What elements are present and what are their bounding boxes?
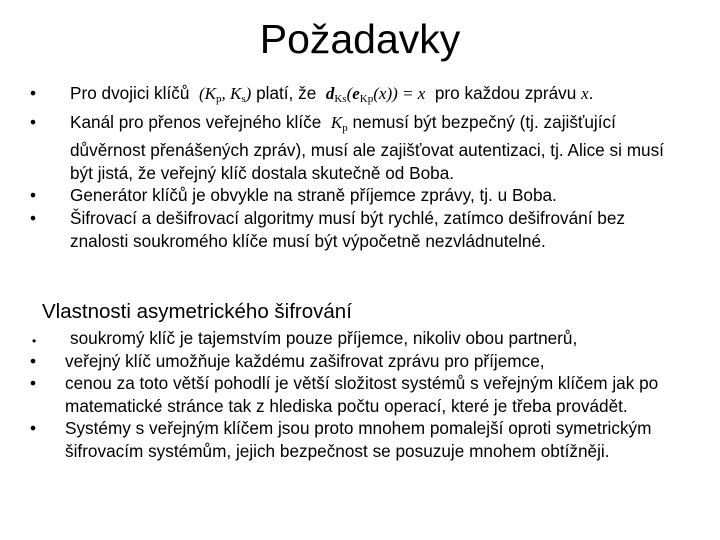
bullet: •: [32, 334, 37, 348]
bullet: •: [30, 373, 37, 394]
formula-subscript: s: [241, 93, 246, 105]
formula-part: =: [397, 84, 418, 103]
decryption-formula: [326, 84, 425, 103]
list-item: [28, 372, 688, 417]
formula-part: e: [352, 84, 360, 103]
list-item: [28, 111, 688, 185]
formula-part: (: [198, 84, 205, 103]
formula-subscript: Ks: [334, 93, 347, 105]
text-segment: Kanál pro přenos veřejného klíče: [70, 111, 322, 132]
bullet: •: [30, 207, 37, 228]
formula-part: K: [229, 84, 242, 103]
formula-part: (x): [373, 84, 393, 103]
item-text: cenou za toto větší pohodlí je větší složitost systémů s veřejným klíčem jak po matematické stránce tak z hlediska počtu operací, které je třeba provádět.: [65, 373, 659, 416]
item-text: Generátor klíčů je obvykle na straně příjemce zprávy, tj. u Boba.: [70, 185, 557, 206]
section-heading: Vlastnosti asymetrického šifrování: [42, 300, 352, 323]
formula-subscript: Kp: [359, 93, 374, 105]
formula-part: x: [581, 84, 589, 103]
list-item: [28, 207, 688, 252]
item-text: [70, 112, 664, 183]
bullet: •: [30, 350, 37, 371]
item-text: Systémy s veřejným klíčem jsou proto mnohem pomalejší oproti symetrickým šifrovacím systémům, jejich bezpečnost se posuzuje mnohem obtížněji.: [65, 418, 652, 461]
formula-part: x: [417, 84, 426, 103]
bullet: •: [30, 418, 37, 439]
key-pair-formula: [199, 84, 251, 103]
text-segment: platí, že: [256, 83, 317, 103]
formula-subscript: p: [215, 93, 222, 105]
public-key-formula: [331, 113, 348, 132]
formula-subscript: p: [342, 121, 348, 134]
formula-part: K: [330, 112, 343, 132]
item-text: soukromý klíč je tajemstvím pouze příjemce, nikoliv obou partnerů,: [70, 328, 578, 348]
text-segment: pro každou zprávu: [434, 83, 577, 103]
text-segment: .: [588, 83, 594, 103]
bullet: •: [30, 83, 37, 103]
formula-part: (: [346, 84, 353, 103]
text-segment: Pro dvojici klíčů: [70, 83, 190, 103]
formula-part: ,: [221, 84, 226, 103]
slide-title: Požadavky: [259, 16, 461, 62]
list-item: [28, 184, 688, 207]
formula-part: d: [325, 84, 335, 103]
requirements-list: [28, 82, 688, 252]
item-text: veřejný klíč umožňuje každému zašifrovat zprávu pro příjemce,: [65, 350, 545, 371]
properties-list: [28, 327, 688, 463]
list-item: [28, 350, 688, 373]
list-item: [28, 327, 688, 350]
formula-part: ): [392, 84, 398, 103]
item-text: Šifrovací a dešifrovací algoritmy musí být rychlé, zatímco dešifrování bez znalosti soukromého klíče musí být výpočetně nezvládnutelné.: [70, 207, 625, 251]
item-text: [70, 83, 593, 103]
list-item: [28, 82, 688, 111]
formula-part: K: [204, 84, 216, 103]
list-item: [28, 417, 688, 462]
bullet: •: [30, 185, 37, 206]
text-segment: nemusí být bezpečný (tj. zajišťující důvěrnost přenášených zpráv), musí ale zajišťovat autentizaci, tj. Alice si musí být jistá, že veřejný klíč dostala skutečně od Boba.: [70, 111, 664, 183]
bullet: •: [30, 111, 37, 132]
formula-part: ): [245, 84, 252, 103]
